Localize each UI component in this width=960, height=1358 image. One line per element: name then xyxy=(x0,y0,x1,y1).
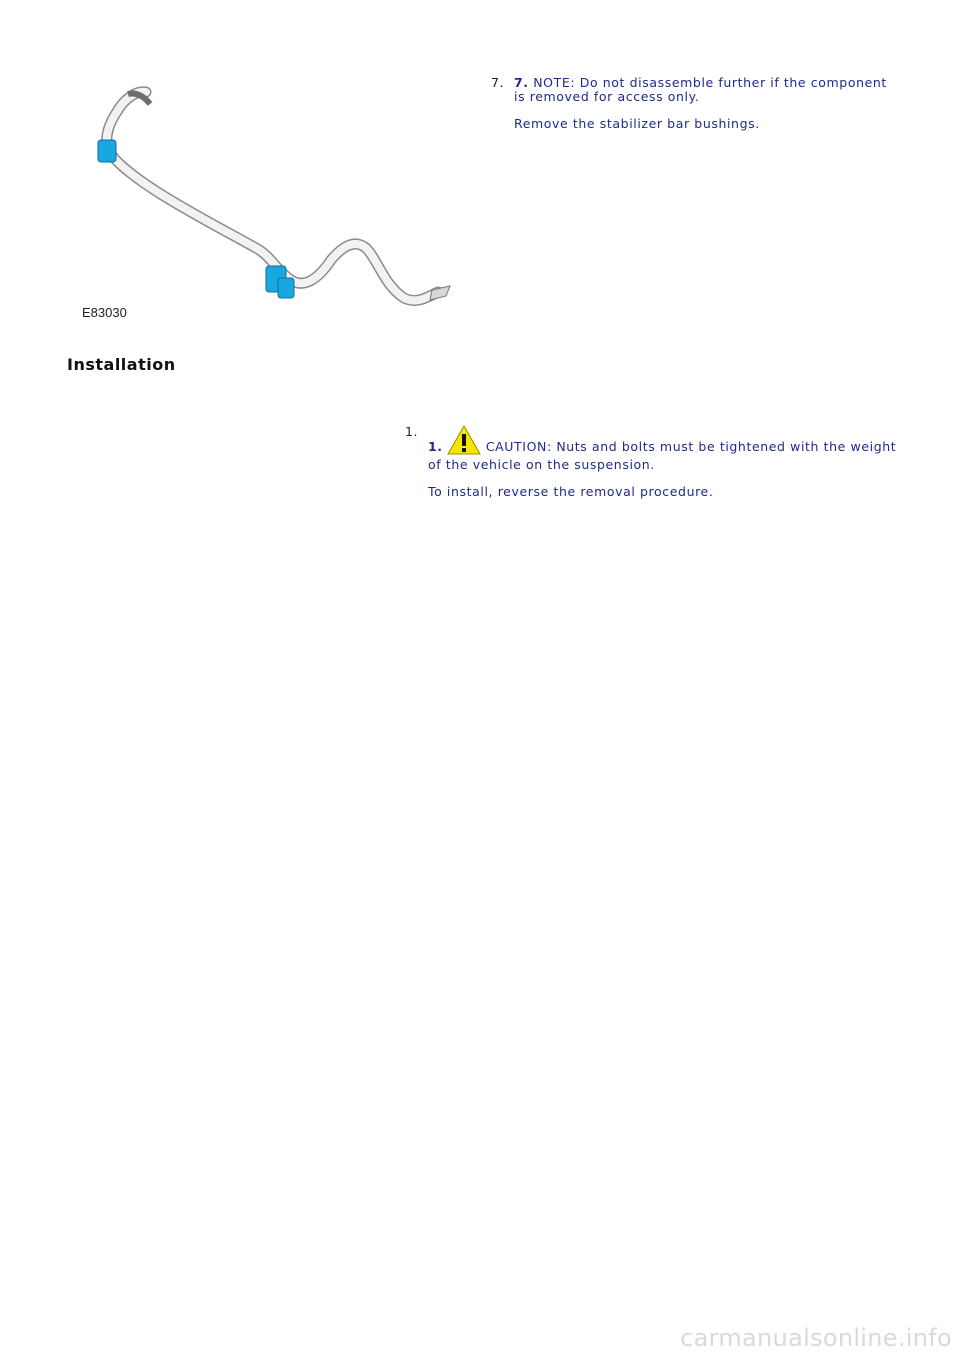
watermark-footer: carmanualsonline.info xyxy=(680,1324,952,1352)
figure-caption: E83030 xyxy=(82,305,127,320)
note-text-line2: is removed for access only. xyxy=(514,89,700,104)
step-number: 1. xyxy=(405,424,419,439)
note-text: NOTE: Do not disassemble further if the component xyxy=(533,75,887,90)
bushing-upper xyxy=(98,140,116,162)
warning-icon xyxy=(447,425,481,458)
action-text: Remove the stabilizer bar bushings. xyxy=(514,116,760,131)
stabilizer-bar-drawing xyxy=(66,70,466,330)
step-bold-number: 1. xyxy=(428,439,443,454)
step-7 xyxy=(491,76,891,131)
action-text: To install, reverse the removal procedure. xyxy=(428,484,714,499)
stabilizer-bar-illustration xyxy=(66,70,466,330)
bushing-lower xyxy=(266,266,294,298)
section-heading: Installation xyxy=(67,355,176,374)
step-number: 7. xyxy=(491,75,505,90)
caution-text-line2: of the vehicle on the suspension. xyxy=(428,457,655,472)
caution-text: CAUTION: Nuts and bolts must be tightened with the weight xyxy=(485,439,897,454)
step-bold-number: 7. xyxy=(514,75,529,90)
installation-step-1 xyxy=(405,425,905,499)
